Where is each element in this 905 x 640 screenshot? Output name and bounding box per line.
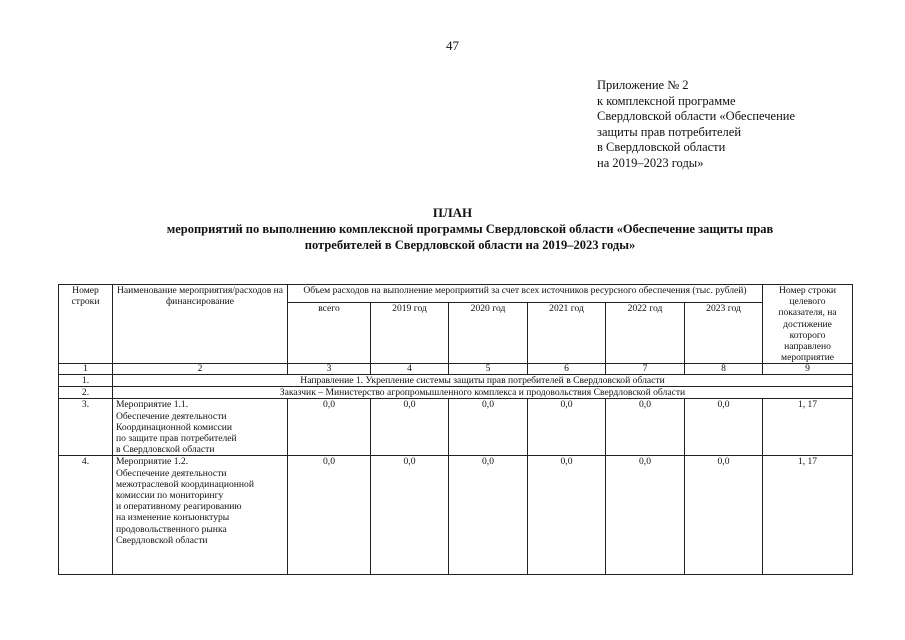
measure-name-line: Мероприятие 1.1.: [116, 399, 189, 411]
cell-2021: 0,0: [528, 456, 606, 575]
measure-name-line: комиссии по мониторингу: [116, 490, 224, 502]
plan-subtitle-line: потребителей в Свердловской области на 2019–2023 годы»: [304, 237, 636, 252]
appendix-line: в Свердловской области: [597, 140, 726, 154]
cell-2021: 0,0: [528, 399, 606, 456]
plan-table: [58, 284, 853, 575]
measure-name-line: Мероприятие 1.2.: [116, 456, 189, 468]
column-index: 1: [59, 364, 113, 375]
measure-name-line: Координационной комиссии: [116, 421, 233, 433]
cell-2022: 0,0: [606, 399, 685, 456]
appendix-line: Приложение № 2: [597, 78, 689, 92]
appendix-line: на 2019–2023 годы»: [597, 155, 704, 170]
appendix-line: к комплексной программе: [597, 93, 736, 108]
cell-2023: 0,0: [685, 456, 763, 575]
appendix-note: [597, 78, 795, 171]
plan-subtitle-line: мероприятий по выполнению комплексной программы Свердловской области «Обеспечение защиты прав: [166, 222, 774, 236]
cell-2019: 0,0: [371, 399, 449, 456]
column-index: 2: [113, 364, 288, 375]
measure-name: [113, 456, 288, 575]
page-number: 47: [446, 38, 459, 53]
measure-name-line: Обеспечение деятельности: [116, 467, 227, 479]
header-year-2022: 2022 год: [606, 303, 685, 364]
column-index: 4: [371, 364, 449, 375]
appendix-line: Свердловской области «Обеспечение: [597, 109, 796, 123]
column-index: 3: [288, 364, 371, 375]
row-number: 3.: [59, 399, 113, 456]
cell-2023: 0,0: [685, 399, 763, 456]
cell-total: 0,0: [288, 399, 371, 456]
appendix-line: защиты прав потребителей: [597, 124, 742, 139]
column-index: 6: [528, 364, 606, 375]
header-volume: Объем расходов на выполнение мероприятий за счет всех источников ресурсного обеспечения (тыс. рублей): [288, 285, 763, 303]
header-row-number: Номер строки: [59, 285, 113, 364]
header-name: Наименование мероприятия/расходов на финансирование: [113, 285, 288, 364]
cell-target: 1, 17: [763, 399, 853, 456]
measure-name-line: и оперативному реагированию: [116, 501, 242, 513]
direction-text: Направление 1. Укрепление системы защиты прав потребителей в Свердловской области: [113, 375, 853, 387]
column-index: 8: [685, 364, 763, 375]
header-target-row: Номер строки целевого показателя, на достижение которого направлено мероприятие: [763, 285, 853, 364]
row-number: 2.: [59, 387, 113, 399]
header-year-2023: 2023 год: [685, 303, 763, 364]
cell-total: 0,0: [288, 456, 371, 575]
row-number: 1.: [59, 375, 113, 387]
measure-name-line: на изменение конъюнктуры: [116, 512, 230, 524]
column-index: 7: [606, 364, 685, 375]
cell-2020: 0,0: [449, 399, 528, 456]
measure-name: [113, 399, 288, 456]
cell-target: 1, 17: [763, 456, 853, 575]
measure-name-line: Свердловской области: [116, 534, 208, 546]
customer-text: Заказчик – Министерство агропромышленного комплекса и продовольствия Свердловской области: [113, 387, 853, 399]
column-index: 9: [763, 364, 853, 375]
measure-name-line: Обеспечение деятельности: [116, 410, 227, 422]
row-number: 4.: [59, 456, 113, 575]
column-index: 5: [449, 364, 528, 375]
plan-title: ПЛАН: [432, 205, 473, 220]
measure-name-line: в Свердловской области: [116, 444, 215, 456]
cell-2020: 0,0: [449, 456, 528, 575]
plan-subtitle: [100, 222, 840, 253]
measure-name-line: межотраслевой координационной: [116, 478, 254, 490]
header-year-2020: 2020 год: [449, 303, 528, 364]
customer-row: [59, 387, 853, 399]
column-index-row: [59, 364, 853, 375]
table-row: [59, 456, 853, 575]
direction-row: [59, 375, 853, 387]
header-year-2019: 2019 год: [371, 303, 449, 364]
header-total: всего: [288, 303, 371, 364]
cell-2022: 0,0: [606, 456, 685, 575]
header-year-2021: 2021 год: [528, 303, 606, 364]
cell-2019: 0,0: [371, 456, 449, 575]
table-row: [59, 399, 853, 456]
measure-name-line: продовольственного рынка: [116, 523, 227, 535]
measure-name-line: по защите прав потребителей: [116, 433, 237, 445]
